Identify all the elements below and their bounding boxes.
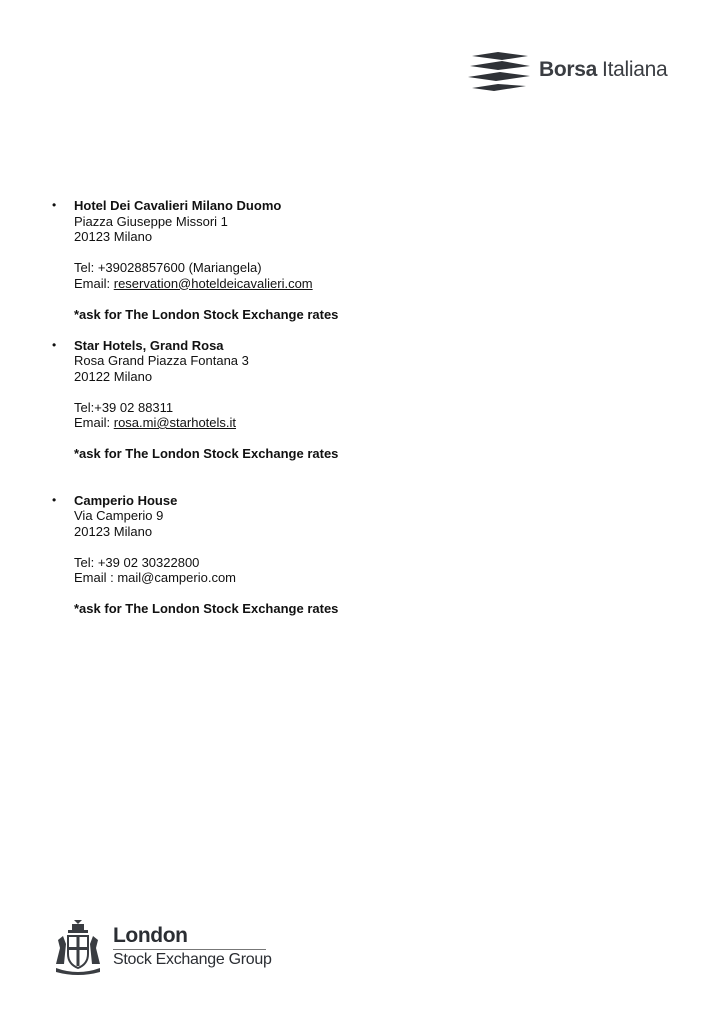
hotel-address-street: Via Camperio 9 bbox=[74, 508, 164, 523]
hotel-email-line bbox=[74, 276, 690, 292]
bullet-icon: • bbox=[52, 198, 57, 212]
hotel-address-city: 20122 Milano bbox=[74, 368, 153, 384]
hotel-item bbox=[50, 338, 690, 462]
hotel-telephone: Tel: +39 02 30322800 bbox=[74, 554, 200, 570]
hotel-name: Camperio House bbox=[74, 492, 178, 508]
rates-note: *ask for The London Stock Exchange rates bbox=[74, 306, 339, 322]
borsa-italiana-logo bbox=[468, 48, 678, 96]
bullet-icon: • bbox=[52, 492, 57, 507]
hotel-telephone: Tel:+39 02 88311 bbox=[74, 399, 174, 415]
email-label: Email : bbox=[74, 570, 118, 585]
lseg-divider bbox=[113, 949, 266, 950]
hotel-telephone: Tel: +39028857600 (Mariangela) bbox=[74, 260, 262, 275]
lseg-crest-icon bbox=[50, 920, 106, 976]
bullet-icon: • bbox=[52, 337, 57, 352]
hotel-list bbox=[50, 198, 690, 617]
hotel-address-street: Rosa Grand Piazza Fontana 3 bbox=[74, 353, 249, 368]
lseg-name: London bbox=[113, 924, 188, 947]
hotel-item bbox=[50, 493, 690, 617]
borsa-stripes-logo-icon bbox=[468, 48, 532, 96]
hotel-email-link[interactable]: rosa.mi@starhotels.it bbox=[113, 415, 237, 430]
hotel-address-city: 20123 Milano bbox=[74, 229, 153, 244]
rates-note: *ask for The London Stock Exchange rates bbox=[74, 446, 339, 461]
hotel-email-text: mail@camperio.com bbox=[117, 570, 237, 585]
hotel-item bbox=[50, 198, 690, 322]
hotel-name: Hotel Dei Cavalieri Milano Duomo bbox=[74, 198, 282, 213]
lseg-logo bbox=[50, 920, 280, 976]
hotel-email-line bbox=[74, 570, 690, 586]
lseg-subtitle: Stock Exchange Group bbox=[113, 951, 272, 968]
email-label: Email: bbox=[74, 275, 114, 291]
hotel-email-link[interactable]: reservation@hoteldeicavalieri.com bbox=[113, 275, 313, 291]
italiana-word: Italiana bbox=[602, 58, 668, 81]
borsa-word: Borsa bbox=[539, 58, 598, 81]
hotel-email-line bbox=[74, 415, 690, 431]
hotel-address-street: Piazza Giuseppe Missori 1 bbox=[74, 213, 228, 229]
hotel-name: Star Hotels, Grand Rosa bbox=[74, 337, 224, 353]
borsa-italiana-wordmark bbox=[539, 58, 667, 82]
email-label: Email: bbox=[74, 415, 114, 430]
rates-note: *ask for The London Stock Exchange rates bbox=[74, 601, 339, 616]
hotel-address-city: 20123 Milano bbox=[74, 523, 153, 539]
